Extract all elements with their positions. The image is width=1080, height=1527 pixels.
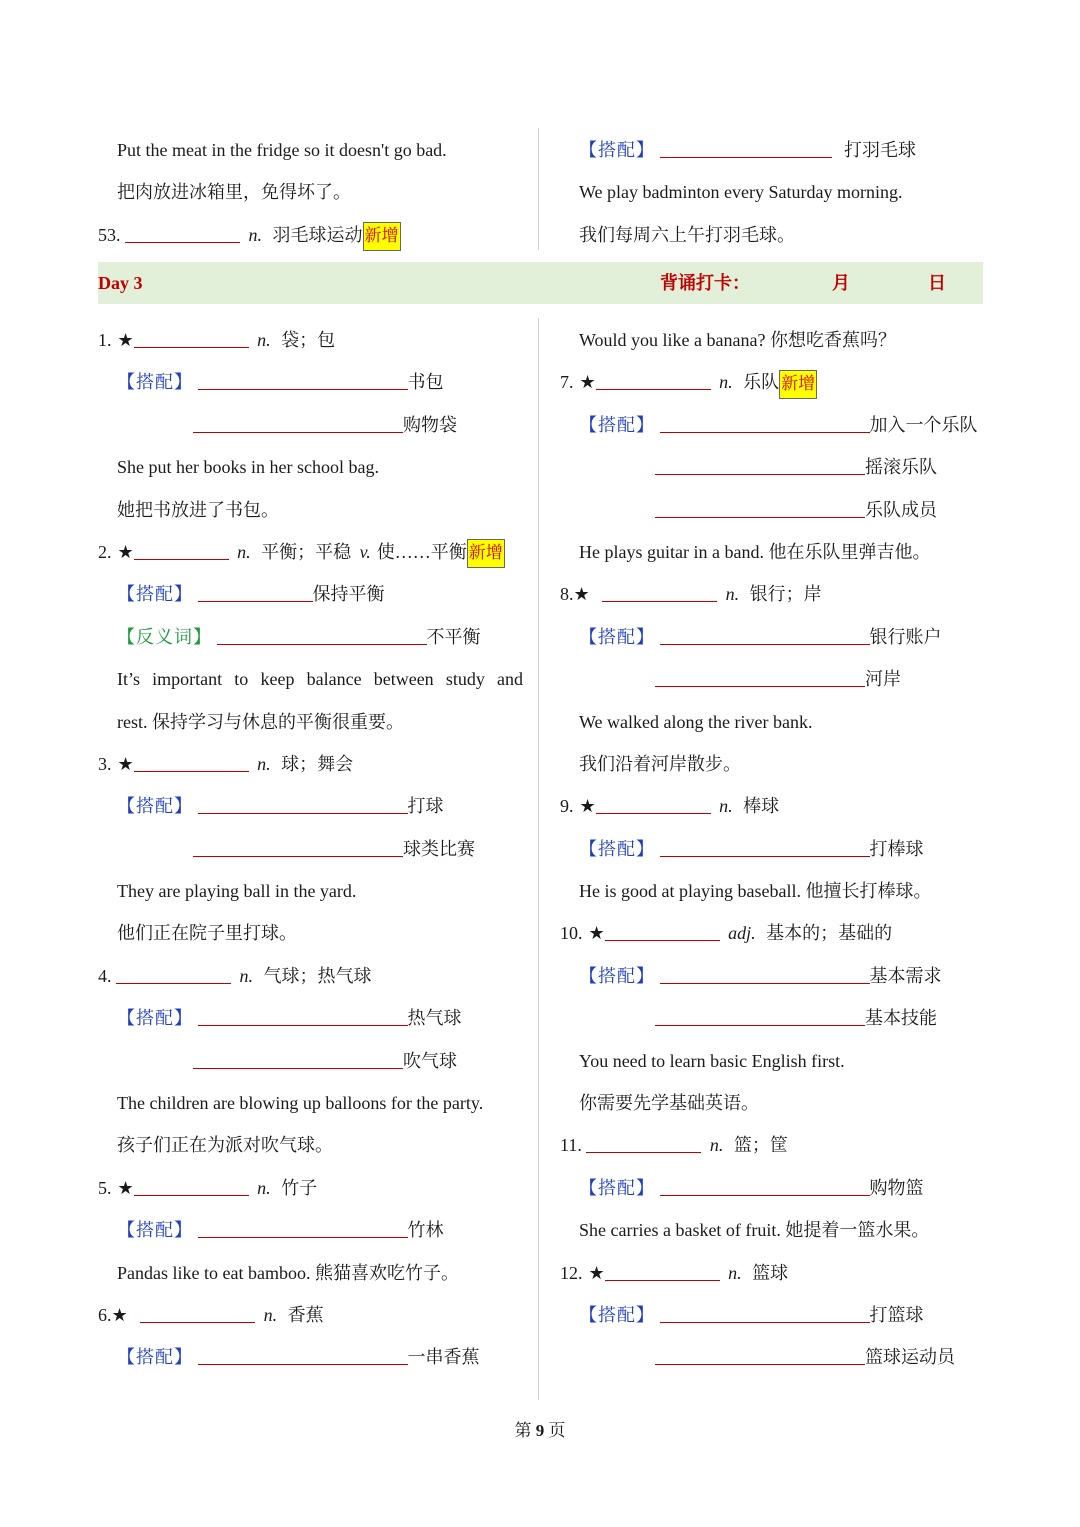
example-english: The children are blowing up balloons for the party.: [117, 1093, 484, 1114]
example-english: Would you like a banana?: [579, 330, 766, 350]
collocation-meaning: 购物篮: [869, 1177, 924, 1198]
collocation-row: [560, 489, 990, 531]
vocab-item-2: [98, 531, 523, 573]
star-icon: ★: [117, 1177, 134, 1198]
example-english: She carries a basket of fruit.: [579, 1220, 781, 1241]
collocation-row: [98, 1040, 523, 1082]
answer-blank[interactable]: [655, 498, 865, 518]
column-divider-main: [538, 318, 539, 1400]
answer-blank[interactable]: [605, 921, 720, 941]
collocation-tag: 【搭配】: [117, 372, 193, 393]
star-icon: ★: [117, 753, 134, 774]
example-chinese: 她把书放进了书包。: [117, 499, 279, 520]
meaning: 篮球: [752, 1262, 789, 1283]
item-number: 10.: [560, 923, 583, 944]
collocation-tag: 【搭配】: [579, 626, 655, 647]
collocation-row: [98, 361, 523, 403]
answer-blank[interactable]: [134, 328, 249, 348]
example-chinese: 他擅长打棒球。: [805, 881, 932, 902]
part-of-speech: n.: [725, 584, 740, 605]
answer-blank[interactable]: [596, 794, 711, 814]
example-chinese: 你需要先学基础英语。: [579, 1093, 759, 1114]
collocation-row: [98, 573, 523, 615]
vocab-item-1: [98, 319, 523, 361]
example-english: They are playing ball in the yard.: [117, 881, 357, 902]
meaning: 篮；筐: [733, 1135, 788, 1156]
item-number: 1.: [98, 330, 112, 350]
item-number: 2.: [98, 541, 112, 562]
collocation-row: [560, 658, 990, 700]
collocation-tag: 【搭配】: [579, 1304, 655, 1325]
collocation-meaning: 打棒球: [869, 838, 924, 859]
collocation-row: [560, 446, 990, 488]
answer-blank[interactable]: [660, 1303, 870, 1323]
vocab-item-3: [98, 743, 523, 785]
example-chinese: 你想吃香蕉吗？: [770, 330, 896, 350]
example-english-cont: rest.: [117, 711, 148, 732]
answer-blank[interactable]: [660, 837, 870, 857]
collocation-meaning: 河岸: [865, 669, 901, 690]
part-of-speech: n.: [709, 1135, 724, 1156]
part-of-speech: n.: [239, 965, 253, 986]
collocation-row: [98, 1209, 523, 1251]
example-line: [98, 701, 523, 743]
vocab-item-10: [560, 912, 990, 954]
collocation-row: [560, 1294, 990, 1336]
page-number: 9: [535, 1421, 545, 1440]
collocation-meaning: 打篮球: [869, 1304, 924, 1325]
collocation-meaning: 吹气球: [403, 1050, 457, 1071]
part-of-speech: n.: [248, 224, 262, 245]
collocation-row: [560, 1167, 990, 1209]
meaning: 气球；热气球: [263, 965, 372, 986]
example-chinese: 他在乐队里弹吉他。: [768, 541, 931, 562]
vocab-item-4: [98, 955, 523, 997]
answer-blank[interactable]: [140, 1303, 255, 1323]
collocation-tag: 【搭配】: [117, 584, 193, 605]
star-icon: ★: [579, 372, 596, 393]
answer-blank[interactable]: [193, 837, 403, 857]
meaning: 羽毛球运动: [272, 224, 363, 245]
example-english: She put her books in her school bag.: [117, 457, 379, 478]
vocab-item-53: [98, 214, 523, 256]
star-icon: ★: [588, 923, 605, 944]
collocation-tag: 【搭配】: [117, 1347, 193, 1368]
answer-blank[interactable]: [198, 1218, 408, 1238]
answer-blank[interactable]: [655, 1006, 865, 1026]
day-label: 日: [928, 273, 946, 293]
right-column: [560, 319, 990, 1379]
answer-blank[interactable]: [660, 625, 870, 645]
antonym-meaning: 不平衡: [426, 626, 481, 647]
example-chinese: 我们每周六上午打羽毛球。: [579, 224, 795, 245]
collocation-meaning: 摇滚乐队: [865, 457, 937, 478]
example-chinese: 孩子们正在为派对吹气球。: [117, 1135, 333, 1156]
item-number: 6.: [98, 1304, 112, 1325]
collocation-meaning: 基本需求: [869, 965, 942, 986]
day-header-bar: [98, 262, 983, 304]
part-of-speech: n.: [257, 1177, 271, 1198]
answer-blank[interactable]: [134, 540, 229, 560]
collocation-meaning: 篮球运动员: [865, 1347, 955, 1368]
answer-blank[interactable]: [134, 752, 249, 772]
star-icon: ★: [111, 1304, 128, 1325]
collocation-row: [98, 785, 523, 827]
part-of-speech: n.: [719, 796, 733, 817]
collocation-meaning: 热气球: [407, 1008, 462, 1029]
answer-blank[interactable]: [134, 1176, 249, 1196]
meaning: 袋；包: [281, 330, 336, 350]
left-column: [98, 319, 523, 1379]
answer-blank[interactable]: [660, 413, 870, 433]
collocation-meaning: 基本技能: [865, 1008, 937, 1029]
page-prefix: 第: [514, 1421, 532, 1440]
part-of-speech: adj.: [728, 923, 756, 944]
example-chinese: 她提着一篮水果。: [785, 1220, 930, 1241]
item-number: 4.: [98, 965, 112, 986]
collocation-meaning: 书包: [407, 372, 444, 393]
star-icon: ★: [579, 796, 596, 817]
collocation-meaning: 竹林: [407, 1220, 444, 1241]
example-english: He plays guitar in a band.: [579, 541, 764, 562]
vocab-item-6: [98, 1294, 523, 1336]
answer-blank[interactable]: [602, 582, 717, 602]
vocab-item-9: [560, 785, 990, 827]
collocation-row: [560, 997, 990, 1039]
top-left-column: [98, 129, 523, 256]
example-chinese: 我们沿着河岸散步。: [579, 753, 741, 774]
vocab-item-12: [560, 1252, 990, 1294]
answer-blank[interactable]: [596, 370, 711, 390]
item-number: 8.: [560, 584, 574, 605]
new-badge: 新增: [363, 222, 401, 251]
meaning: 基本的；基础的: [766, 923, 893, 944]
page-footer: [0, 1416, 1080, 1441]
part-of-speech: n.: [263, 1304, 278, 1325]
meaning: 香蕉: [287, 1304, 324, 1325]
answer-blank[interactable]: [198, 582, 313, 602]
example-line: [560, 319, 990, 361]
example-english: He is good at playing baseball.: [579, 881, 801, 902]
example-line: [560, 1209, 990, 1251]
checkin-label: 背诵打卡：: [660, 273, 750, 293]
collocation-meaning: 购物袋: [403, 414, 457, 435]
answer-blank[interactable]: [217, 625, 427, 645]
collocation-row: [560, 404, 990, 446]
example-line: [560, 870, 990, 912]
answer-blank[interactable]: [586, 1133, 701, 1153]
answer-blank[interactable]: [198, 1345, 408, 1365]
collocation-tag: 【搭配】: [579, 414, 655, 435]
antonym-tag: 【反义词】: [117, 626, 212, 647]
collocation-meaning: 乐队成员: [865, 499, 937, 520]
meaning: 使……平衡: [376, 541, 467, 562]
new-badge: 新增: [779, 370, 817, 399]
part-of-speech: n.: [257, 330, 271, 350]
example-english: It’s important to keep balance between study and: [117, 669, 523, 690]
collocation-meaning: 球类比赛: [403, 838, 475, 859]
answer-blank[interactable]: [660, 964, 870, 984]
part-of-speech: n.: [719, 372, 733, 393]
part-of-speech: n.: [237, 541, 251, 562]
vocab-item-5: [98, 1167, 523, 1209]
collocation-tag: 【搭配】: [579, 838, 655, 859]
collocation-row: [560, 129, 990, 171]
collocation-tag: 【搭配】: [579, 1177, 655, 1198]
answer-blank[interactable]: [655, 1345, 865, 1365]
collocation-row: [560, 1336, 990, 1378]
collocation-meaning: 一串香蕉: [407, 1347, 480, 1368]
meaning: 平衡；平稳: [261, 541, 352, 562]
answer-blank[interactable]: [660, 1176, 870, 1196]
new-badge: 新增: [467, 539, 505, 568]
meaning: 球；舞会: [281, 753, 354, 774]
example-english: You need to learn basic English first.: [579, 1050, 845, 1071]
collocation-tag: 【搭配】: [579, 140, 655, 160]
star-icon: ★: [117, 330, 134, 350]
example-english: We walked along the river bank.: [579, 711, 813, 732]
collocation-row: [98, 828, 523, 870]
collocation-tag: 【搭配】: [117, 1008, 193, 1029]
star-icon: ★: [588, 1262, 605, 1283]
item-number: 11.: [560, 1135, 582, 1156]
star-icon: ★: [573, 584, 590, 605]
answer-blank[interactable]: [660, 138, 832, 158]
column-divider-top: [538, 128, 539, 250]
part-of-speech: n.: [728, 1262, 742, 1283]
collocation-row: [98, 997, 523, 1039]
answer-blank[interactable]: [655, 455, 865, 475]
example-english: We play badminton every Saturday morning.: [579, 182, 903, 203]
item-number: 12.: [560, 1262, 583, 1283]
meaning: 竹子: [281, 1177, 318, 1198]
part-of-speech: v.: [359, 541, 371, 562]
collocation-row: [98, 404, 523, 446]
meaning: 乐队: [743, 372, 780, 393]
antonym-row: [98, 616, 523, 658]
answer-blank[interactable]: [605, 1261, 720, 1281]
example-chinese: 把肉放进冰箱里，免得坏了。: [117, 182, 351, 203]
item-number: 53.: [98, 224, 121, 245]
collocation-meaning: 保持平衡: [312, 584, 385, 605]
answer-blank[interactable]: [193, 1049, 403, 1069]
example-line: [560, 531, 990, 573]
vocab-item-7: [560, 361, 990, 403]
month-label: 月: [832, 273, 850, 293]
example-chinese: 熊猫喜欢吃竹子。: [314, 1262, 459, 1283]
collocation-tag: 【搭配】: [117, 796, 193, 817]
collocation-tag: 【搭配】: [579, 965, 655, 986]
item-number: 5.: [98, 1177, 112, 1198]
example-english: Pandas like to eat bamboo.: [117, 1262, 311, 1283]
item-number: 9.: [560, 796, 574, 817]
example-chinese: 保持学习与休息的平衡很重要。: [152, 711, 404, 732]
answer-blank[interactable]: [655, 667, 865, 687]
collocation-row: [560, 955, 990, 997]
collocation-tag: 【搭配】: [117, 1220, 193, 1241]
top-right-column: [560, 129, 990, 256]
answer-blank[interactable]: [116, 964, 231, 984]
collocation-meaning: 打羽毛球: [844, 140, 916, 160]
item-number: 3.: [98, 753, 112, 774]
collocation-meaning: 打球: [407, 796, 444, 817]
item-number: 7.: [560, 372, 574, 393]
meaning: 棒球: [743, 796, 780, 817]
meaning: 银行；岸: [749, 584, 822, 605]
vocab-item-11: [560, 1124, 990, 1166]
answer-blank[interactable]: [198, 370, 408, 390]
example-chinese: 他们正在院子里打球。: [117, 923, 297, 944]
answer-blank[interactable]: [198, 794, 408, 814]
answer-blank[interactable]: [193, 413, 403, 433]
star-icon: ★: [117, 541, 134, 562]
example-english: Put the meat in the fridge so it doesn't go bad.: [117, 140, 447, 160]
vocab-item-8: [560, 573, 990, 615]
page-suffix: 页: [548, 1421, 566, 1440]
day-title: Day 3: [98, 273, 143, 293]
example-line: [98, 1252, 523, 1294]
collocation-row: [98, 1336, 523, 1378]
answer-blank[interactable]: [125, 223, 240, 243]
part-of-speech: n.: [257, 753, 271, 774]
answer-blank[interactable]: [198, 1006, 408, 1026]
collocation-meaning: 银行账户: [869, 626, 942, 647]
collocation-row: [560, 828, 990, 870]
collocation-meaning: 加入一个乐队: [869, 414, 978, 435]
collocation-row: [560, 616, 990, 658]
